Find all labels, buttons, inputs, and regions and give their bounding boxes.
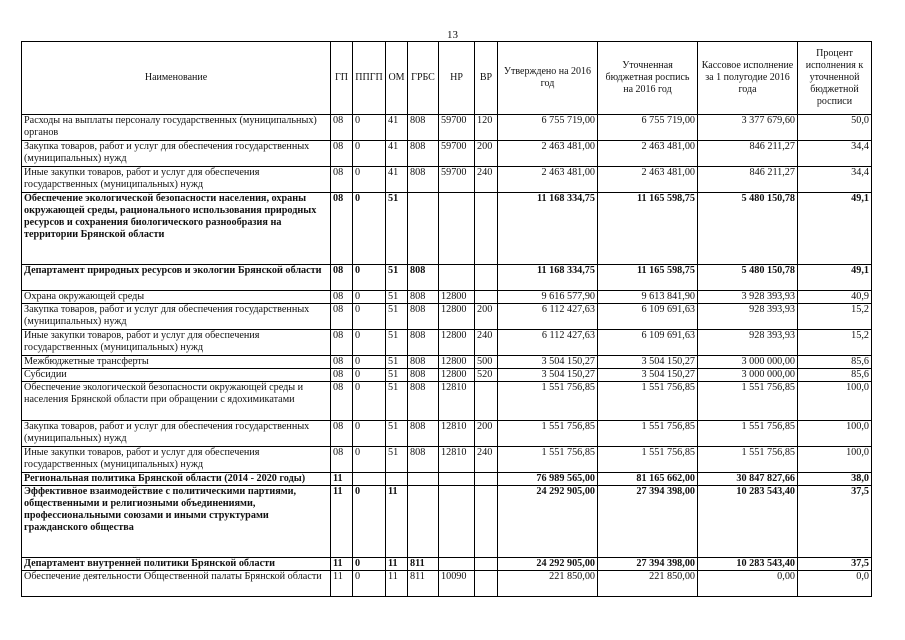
grbs-code: 808 — [408, 447, 439, 473]
column-header: Утверждено на 2016 год — [498, 42, 598, 115]
ppgp-code: 0 — [353, 115, 386, 141]
gp-code: 08 — [331, 291, 353, 304]
refined-amount: 6 109 691,63 — [598, 330, 698, 356]
ppgp-code: 0 — [353, 571, 386, 597]
execution-percent: 34,4 — [798, 141, 872, 167]
row-name: Департамент внутренней политики Брянской области — [22, 558, 331, 571]
gp-code: 08 — [331, 115, 353, 141]
grbs-code: 808 — [408, 304, 439, 330]
table-row — [22, 369, 872, 382]
nr-code: 12810 — [439, 447, 475, 473]
ppgp-code: 0 — [353, 447, 386, 473]
row-name: Расходы на выплаты персоналу государственных (муниципальных) органов — [22, 115, 331, 141]
row-name: Региональная политика Брянской области (2014 - 2020 годы) — [22, 473, 331, 486]
vr-code: 200 — [475, 141, 498, 167]
om-code: 41 — [386, 115, 408, 141]
refined-amount: 27 394 398,00 — [598, 486, 698, 558]
ppgp-code: 0 — [353, 330, 386, 356]
gp-code: 08 — [331, 330, 353, 356]
execution-percent: 0,0 — [798, 571, 872, 597]
om-code: 51 — [386, 447, 408, 473]
approved-amount: 76 989 565,00 — [498, 473, 598, 486]
row-name: Закупка товаров, работ и услуг для обеспечения государственных (муниципальных) нужд — [22, 304, 331, 330]
refined-amount: 2 463 481,00 — [598, 167, 698, 193]
executed-amount: 3 377 679,60 — [698, 115, 798, 141]
execution-percent: 40,9 — [798, 291, 872, 304]
execution-percent: 85,6 — [798, 356, 872, 369]
row-name: Обеспечение деятельности Общественной палаты Брянской области — [22, 571, 331, 597]
vr-code: 500 — [475, 356, 498, 369]
approved-amount: 1 551 756,85 — [498, 447, 598, 473]
grbs-code: 808 — [408, 265, 439, 291]
refined-amount: 1 551 756,85 — [598, 447, 698, 473]
gp-code: 11 — [331, 571, 353, 597]
vr-code — [475, 265, 498, 291]
executed-amount: 846 211,27 — [698, 167, 798, 193]
refined-amount: 3 504 150,27 — [598, 369, 698, 382]
approved-amount: 1 551 756,85 — [498, 382, 598, 421]
nr-code: 12800 — [439, 330, 475, 356]
om-code: 51 — [386, 421, 408, 447]
om-code: 51 — [386, 291, 408, 304]
ppgp-code: 0 — [353, 356, 386, 369]
execution-percent: 85,6 — [798, 369, 872, 382]
grbs-code: 808 — [408, 421, 439, 447]
om-code: 51 — [386, 356, 408, 369]
grbs-code: 808 — [408, 356, 439, 369]
gp-code: 08 — [331, 265, 353, 291]
table-row — [22, 291, 872, 304]
approved-amount: 24 292 905,00 — [498, 486, 598, 558]
approved-amount: 2 463 481,00 — [498, 167, 598, 193]
approved-amount: 6 112 427,63 — [498, 330, 598, 356]
refined-amount: 11 165 598,75 — [598, 193, 698, 265]
vr-code — [475, 473, 498, 486]
executed-amount: 928 393,93 — [698, 330, 798, 356]
execution-percent: 100,0 — [798, 421, 872, 447]
approved-amount: 3 504 150,27 — [498, 369, 598, 382]
row-name: Иные закупки товаров, работ и услуг для обеспечения государственных (муниципальных) нужд — [22, 447, 331, 473]
nr-code: 12800 — [439, 291, 475, 304]
table-row — [22, 382, 872, 421]
grbs-code: 811 — [408, 571, 439, 597]
ppgp-code: 0 — [353, 167, 386, 193]
ppgp-code: 0 — [353, 558, 386, 571]
vr-code: 240 — [475, 167, 498, 193]
gp-code: 11 — [331, 486, 353, 558]
column-header: НР — [439, 42, 475, 115]
executed-amount: 30 847 827,66 — [698, 473, 798, 486]
nr-code: 59700 — [439, 141, 475, 167]
ppgp-code: 0 — [353, 369, 386, 382]
ppgp-code: 0 — [353, 193, 386, 265]
executed-amount: 1 551 756,85 — [698, 447, 798, 473]
om-code: 51 — [386, 330, 408, 356]
row-name: Субсидии — [22, 369, 331, 382]
executed-amount: 10 283 543,40 — [698, 486, 798, 558]
column-header: Кассовое исполнение за 1 полугодие 2016 года — [698, 42, 798, 115]
gp-code: 08 — [331, 369, 353, 382]
refined-amount: 221 850,00 — [598, 571, 698, 597]
ppgp-code — [353, 473, 386, 486]
nr-code — [439, 193, 475, 265]
execution-percent: 50,0 — [798, 115, 872, 141]
executed-amount: 3 000 000,00 — [698, 369, 798, 382]
refined-amount: 2 463 481,00 — [598, 141, 698, 167]
approved-amount: 6 112 427,63 — [498, 304, 598, 330]
grbs-code: 808 — [408, 369, 439, 382]
refined-amount: 3 504 150,27 — [598, 356, 698, 369]
approved-amount: 24 292 905,00 — [498, 558, 598, 571]
gp-code: 08 — [331, 421, 353, 447]
refined-amount: 1 551 756,85 — [598, 421, 698, 447]
table-row — [22, 571, 872, 597]
executed-amount: 846 211,27 — [698, 141, 798, 167]
refined-amount: 6 755 719,00 — [598, 115, 698, 141]
grbs-code: 808 — [408, 141, 439, 167]
execution-percent: 37,5 — [798, 486, 872, 558]
vr-code — [475, 382, 498, 421]
table-row — [22, 356, 872, 369]
column-header: Уточненная бюджетная роспись на 2016 год — [598, 42, 698, 115]
approved-amount: 221 850,00 — [498, 571, 598, 597]
approved-amount: 2 463 481,00 — [498, 141, 598, 167]
table-row — [22, 167, 872, 193]
column-header: ВР — [475, 42, 498, 115]
vr-code: 200 — [475, 421, 498, 447]
executed-amount: 5 480 150,78 — [698, 193, 798, 265]
table-row — [22, 115, 872, 141]
executed-amount: 3 928 393,93 — [698, 291, 798, 304]
page-number: 13 — [447, 29, 458, 41]
refined-amount: 1 551 756,85 — [598, 382, 698, 421]
row-name: Иные закупки товаров, работ и услуг для обеспечения государственных (муниципальных) нужд — [22, 167, 331, 193]
table-row — [22, 265, 872, 291]
row-name: Обеспечение экологической безопасности окружающей среды и населения Брянской области при обращении с ядохимикатами — [22, 382, 331, 421]
executed-amount: 3 000 000,00 — [698, 356, 798, 369]
row-name: Закупка товаров, работ и услуг для обеспечения государственных (муниципальных) нужд — [22, 141, 331, 167]
gp-code: 08 — [331, 304, 353, 330]
grbs-code: 808 — [408, 291, 439, 304]
nr-code: 59700 — [439, 167, 475, 193]
column-header: ППГП — [353, 42, 386, 115]
row-name: Иные закупки товаров, работ и услуг для обеспечения государственных (муниципальных) нужд — [22, 330, 331, 356]
ppgp-code: 0 — [353, 141, 386, 167]
approved-amount: 11 168 334,75 — [498, 265, 598, 291]
approved-amount: 3 504 150,27 — [498, 356, 598, 369]
executed-amount: 5 480 150,78 — [698, 265, 798, 291]
vr-code — [475, 571, 498, 597]
refined-amount: 9 613 841,90 — [598, 291, 698, 304]
execution-percent: 37,5 — [798, 558, 872, 571]
column-header: ГРБС — [408, 42, 439, 115]
table-row — [22, 421, 872, 447]
approved-amount: 9 616 577,90 — [498, 291, 598, 304]
grbs-code: 808 — [408, 382, 439, 421]
nr-code: 12800 — [439, 369, 475, 382]
table-row — [22, 473, 872, 486]
column-header: Процент исполнения к уточненной бюджетной росписи — [798, 42, 872, 115]
execution-percent: 100,0 — [798, 447, 872, 473]
grbs-code: 808 — [408, 330, 439, 356]
gp-code: 11 — [331, 558, 353, 571]
row-name: Межбюджетные трансферты — [22, 356, 331, 369]
row-name: Охрана окружающей среды — [22, 291, 331, 304]
nr-code: 59700 — [439, 115, 475, 141]
row-name: Эффективное взаимодействие с политическими партиями, общественными и религиозными объединениями, профессиональными союзами и иными структурами гражданского общества — [22, 486, 331, 558]
vr-code — [475, 558, 498, 571]
ppgp-code: 0 — [353, 486, 386, 558]
nr-code: 10090 — [439, 571, 475, 597]
column-header: Наименование — [22, 42, 331, 115]
row-name: Обеспечение экологической безопасности населения, охраны окружающей среды, рационального использования природных ресурсов и сохранения биологического разнообразия на территории Брянской области — [22, 193, 331, 265]
refined-amount: 81 165 662,00 — [598, 473, 698, 486]
column-header: ОМ — [386, 42, 408, 115]
executed-amount: 1 551 756,85 — [698, 421, 798, 447]
execution-percent: 15,2 — [798, 304, 872, 330]
refined-amount: 27 394 398,00 — [598, 558, 698, 571]
table-row — [22, 447, 872, 473]
om-code: 51 — [386, 382, 408, 421]
execution-percent: 15,2 — [798, 330, 872, 356]
gp-code: 08 — [331, 167, 353, 193]
nr-code — [439, 473, 475, 486]
om-code — [386, 473, 408, 486]
gp-code: 08 — [331, 447, 353, 473]
approved-amount: 11 168 334,75 — [498, 193, 598, 265]
execution-percent: 38,0 — [798, 473, 872, 486]
executed-amount: 928 393,93 — [698, 304, 798, 330]
grbs-code — [408, 193, 439, 265]
gp-code: 08 — [331, 356, 353, 369]
execution-percent: 100,0 — [798, 382, 872, 421]
column-header: ГП — [331, 42, 353, 115]
gp-code: 08 — [331, 382, 353, 421]
refined-amount: 11 165 598,75 — [598, 265, 698, 291]
vr-code: 200 — [475, 304, 498, 330]
grbs-code: 808 — [408, 115, 439, 141]
grbs-code: 811 — [408, 558, 439, 571]
gp-code: 08 — [331, 141, 353, 167]
execution-percent: 49,1 — [798, 193, 872, 265]
row-name: Департамент природных ресурсов и экологии Брянской области — [22, 265, 331, 291]
executed-amount: 10 283 543,40 — [698, 558, 798, 571]
table-row — [22, 486, 872, 558]
row-name: Закупка товаров, работ и услуг для обеспечения государственных (муниципальных) нужд — [22, 421, 331, 447]
refined-amount: 6 109 691,63 — [598, 304, 698, 330]
vr-code — [475, 291, 498, 304]
ppgp-code: 0 — [353, 304, 386, 330]
execution-percent: 49,1 — [798, 265, 872, 291]
ppgp-code: 0 — [353, 421, 386, 447]
grbs-code — [408, 486, 439, 558]
om-code: 41 — [386, 141, 408, 167]
execution-percent: 34,4 — [798, 167, 872, 193]
om-code: 41 — [386, 167, 408, 193]
table-row — [22, 193, 872, 265]
om-code: 11 — [386, 558, 408, 571]
table-row — [22, 330, 872, 356]
om-code: 51 — [386, 304, 408, 330]
ppgp-code: 0 — [353, 265, 386, 291]
vr-code — [475, 193, 498, 265]
om-code: 51 — [386, 369, 408, 382]
table-body — [22, 115, 872, 597]
vr-code: 240 — [475, 447, 498, 473]
vr-code: 120 — [475, 115, 498, 141]
executed-amount: 1 551 756,85 — [698, 382, 798, 421]
nr-code — [439, 558, 475, 571]
om-code: 51 — [386, 265, 408, 291]
budget-table — [21, 41, 872, 597]
om-code: 51 — [386, 193, 408, 265]
nr-code: 12810 — [439, 421, 475, 447]
nr-code: 12800 — [439, 356, 475, 369]
om-code: 11 — [386, 571, 408, 597]
approved-amount: 6 755 719,00 — [498, 115, 598, 141]
ppgp-code: 0 — [353, 382, 386, 421]
vr-code: 240 — [475, 330, 498, 356]
table-row — [22, 141, 872, 167]
nr-code: 12800 — [439, 304, 475, 330]
grbs-code — [408, 473, 439, 486]
table-header-row — [22, 42, 872, 115]
executed-amount: 0,00 — [698, 571, 798, 597]
gp-code: 08 — [331, 193, 353, 265]
approved-amount: 1 551 756,85 — [498, 421, 598, 447]
gp-code: 11 — [331, 473, 353, 486]
table-row — [22, 558, 872, 571]
nr-code — [439, 486, 475, 558]
grbs-code: 808 — [408, 167, 439, 193]
ppgp-code: 0 — [353, 291, 386, 304]
nr-code: 12810 — [439, 382, 475, 421]
nr-code — [439, 265, 475, 291]
om-code: 11 — [386, 486, 408, 558]
table-row — [22, 304, 872, 330]
vr-code: 520 — [475, 369, 498, 382]
vr-code — [475, 486, 498, 558]
